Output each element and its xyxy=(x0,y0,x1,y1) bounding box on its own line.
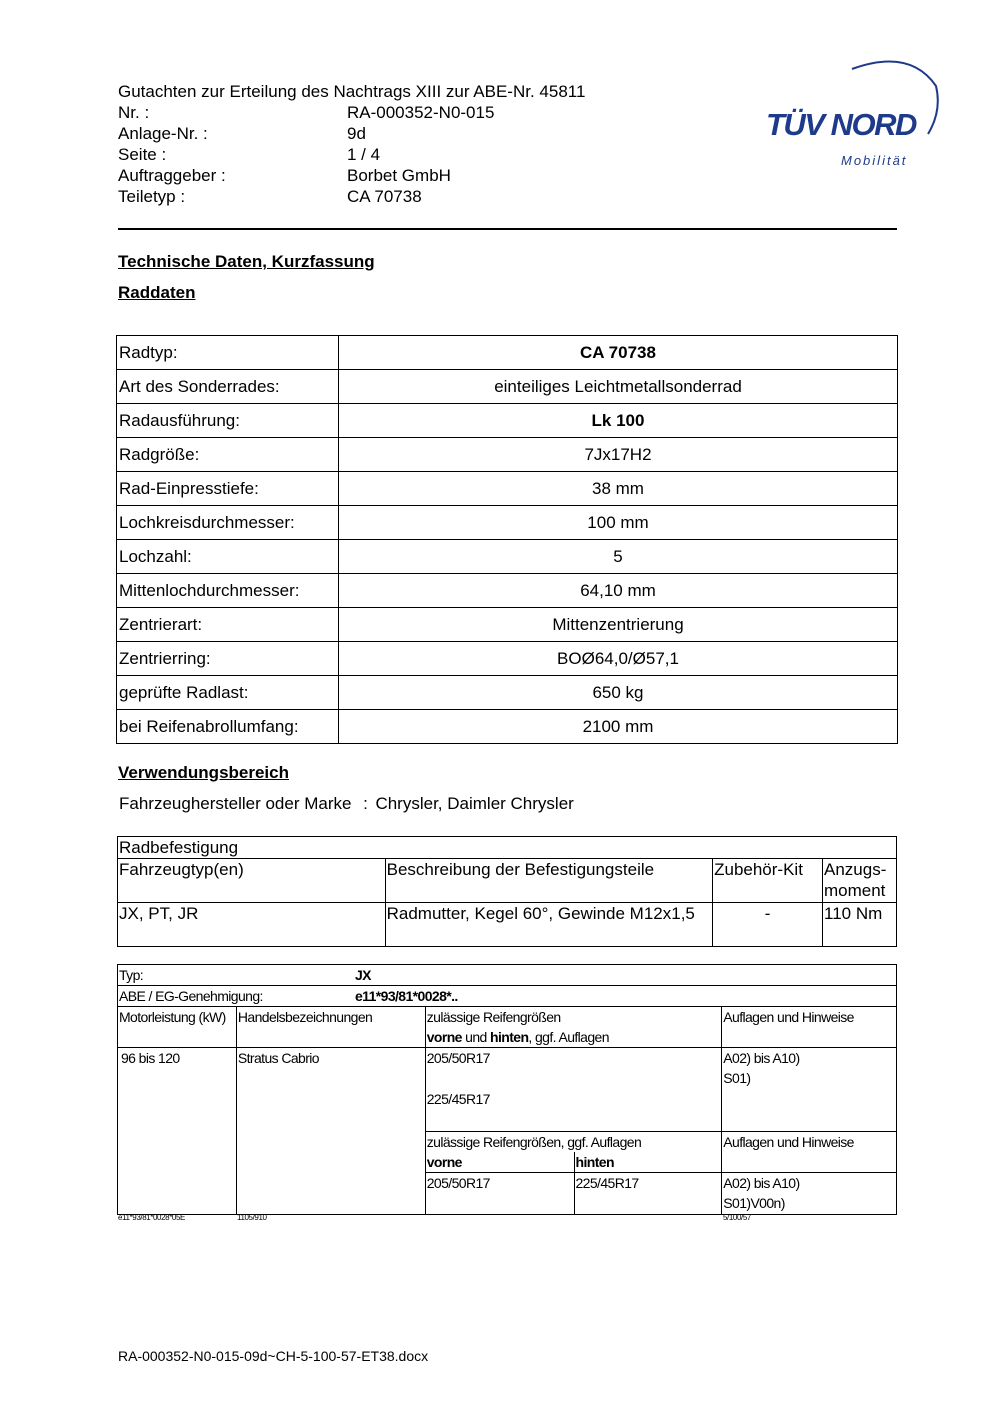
reifen-size-b: 225/45R17 xyxy=(426,1091,490,1107)
header-row-anlage xyxy=(118,123,585,144)
row-label: Radausführung: xyxy=(117,404,339,438)
row-label: Lochkreisdurchmesser: xyxy=(117,506,339,540)
auflagen-line: S01)V00n) xyxy=(723,1195,785,1211)
row-value: Mittenzentrierung xyxy=(339,608,898,642)
row-value: 64,10 mm xyxy=(339,574,898,608)
logo-brand: TÜV NORD xyxy=(766,107,916,142)
hersteller-value: Chrysler, Daimler Chrysler xyxy=(375,794,574,813)
row-value: 650 kg xyxy=(339,676,898,710)
reifen-header-line1: zulässige Reifengrößen xyxy=(426,1009,561,1025)
motor-cell: 96 bis 120 xyxy=(118,1048,237,1215)
hinten-label: hinten xyxy=(575,1154,614,1170)
header-row-nr xyxy=(118,102,585,123)
row-value: 5 xyxy=(339,540,898,574)
table-row xyxy=(117,370,898,404)
handel-cell: Stratus Cabrio xyxy=(236,1048,425,1215)
typ-value: JX xyxy=(355,967,371,983)
row-value: 100 mm xyxy=(339,506,898,540)
footnote-lk: 5/100/57 xyxy=(723,1213,751,1222)
reifen-header-vorne: vorne xyxy=(426,1029,462,1045)
vorne-value: 205/50R17 xyxy=(425,1173,574,1215)
table-row xyxy=(117,608,898,642)
reifen-header-hinten: hinten xyxy=(490,1029,529,1045)
header-title: Gutachten zur Erteilung des Nachtrags XIII zur ABE-Nr. 45811 xyxy=(118,82,586,101)
col-header-motor: Motorleistung (kW) xyxy=(118,1007,237,1048)
hersteller-label: Fahrzeughersteller oder Marke xyxy=(119,794,352,813)
row-label: Art des Sonderrades: xyxy=(117,370,339,404)
befestigung-title: Radbefestigung xyxy=(118,837,897,859)
row-label: Lochzahl: xyxy=(117,540,339,574)
row-label: Zentrierring: xyxy=(117,642,339,676)
hinten-header xyxy=(574,1152,722,1173)
header-label: Seite : xyxy=(118,145,167,164)
table-row xyxy=(117,472,898,506)
row-value: 7Jx17H2 xyxy=(339,438,898,472)
row-value: 2100 mm xyxy=(339,710,898,744)
abe-label: ABE / EG-Genehmigung: xyxy=(119,988,263,1004)
tuev-nord-logo xyxy=(760,56,940,176)
typ-label: Typ: xyxy=(119,967,144,983)
cell: Radmutter, Kegel 60°, Gewinde M12x1,5 xyxy=(385,903,712,947)
auflagen-line: A02) bis A10) xyxy=(723,1050,800,1066)
col-header-auflagen: Auflagen und Hinweise xyxy=(722,1007,897,1048)
section-raddaten: Raddaten xyxy=(118,283,196,302)
header-value: 1 / 4 xyxy=(347,145,381,164)
table-row xyxy=(117,404,898,438)
col-header-reifen xyxy=(425,1007,722,1048)
header-label: Teiletyp : xyxy=(118,187,186,206)
cell: 110 Nm xyxy=(823,903,897,947)
section-technische-daten: Technische Daten, Kurzfassung xyxy=(118,252,375,271)
header-label: Nr. : xyxy=(118,103,150,122)
table-row xyxy=(117,642,898,676)
row-value: 38 mm xyxy=(339,472,898,506)
table-row xyxy=(117,676,898,710)
row-label: Mittenlochdurchmesser: xyxy=(117,574,339,608)
header-label: Auftraggeber : xyxy=(118,166,226,185)
vorne-label: vorne xyxy=(426,1154,462,1170)
auflagen-line: A02) bis A10) xyxy=(723,1175,800,1191)
document-header xyxy=(118,81,585,207)
row-label: geprüfte Radlast: xyxy=(117,676,339,710)
auflagen-cell xyxy=(722,1048,897,1132)
row-label: Rad-Einpresstiefe: xyxy=(117,472,339,506)
col-header: Beschreibung der Befestigungsteile xyxy=(385,859,712,903)
footnote-code: 1105/910 xyxy=(237,1213,267,1222)
footnote-abe: e11*93/81*0028*05E xyxy=(118,1213,185,1222)
header-value: RA-000352-N0-015 xyxy=(347,103,495,122)
header-value: 9d xyxy=(347,124,366,143)
reifen-cell xyxy=(425,1048,722,1132)
raddaten-table xyxy=(116,335,898,744)
header-row-auftraggeber xyxy=(118,165,585,186)
radbefestigung-table xyxy=(117,836,897,947)
auflagen-line: S01) xyxy=(723,1070,751,1086)
col-header-handel: Handelsbezeichnungen xyxy=(236,1007,425,1048)
row-value: einteiliges Leichtmetallsonderrad xyxy=(339,370,898,404)
row-label: Radgröße: xyxy=(117,438,339,472)
row-label: bei Reifenabrollumfang: xyxy=(117,710,339,744)
table-header-row xyxy=(118,859,897,903)
logo-subtitle: Mobilität xyxy=(841,153,908,168)
abe-value: e11*93/81*0028*.. xyxy=(355,988,458,1004)
col-header: Zubehör-Kit xyxy=(713,859,823,903)
reifen-size-a: 205/50R17 xyxy=(426,1050,490,1066)
table-row xyxy=(118,965,897,986)
header-label: Anlage-Nr. : xyxy=(118,124,208,143)
table-header-row xyxy=(118,1007,897,1048)
fahrzeughersteller-line xyxy=(119,794,574,814)
table-row xyxy=(118,903,897,947)
document-filename: RA-000352-N0-015-09d~CH-5-100-57-ET38.docx xyxy=(118,1348,429,1364)
table-row xyxy=(117,438,898,472)
reifen2-header: zulässige Reifengrößen, ggf. Auflagen xyxy=(425,1132,722,1153)
table-row xyxy=(118,986,897,1007)
auflagen2-cell xyxy=(722,1173,897,1215)
header-value: CA 70738 xyxy=(347,187,422,206)
row-value: BOØ64,0/Ø57,1 xyxy=(339,642,898,676)
table-row xyxy=(118,1048,897,1132)
header-value: Borbet GmbH xyxy=(347,166,451,185)
col-header: Anzugs-moment xyxy=(823,859,897,903)
cell: - xyxy=(713,903,823,947)
row-label: Zentrierart: xyxy=(117,608,339,642)
vorne-header xyxy=(425,1152,574,1173)
hersteller-separator: : xyxy=(363,794,368,813)
abe-cell xyxy=(118,986,897,1007)
table-row xyxy=(117,574,898,608)
table-row xyxy=(117,540,898,574)
auflagen2-header: Auflagen und Hinweise xyxy=(722,1132,897,1173)
row-value: CA 70738 xyxy=(339,336,898,370)
reifen-header-rest: , ggf. Auflagen xyxy=(528,1029,609,1045)
hinten-value: 225/45R17 xyxy=(574,1173,722,1215)
jx-vehicle-table xyxy=(117,964,897,1215)
section-verwendungsbereich: Verwendungsbereich xyxy=(118,763,289,782)
table-row xyxy=(117,506,898,540)
table-row xyxy=(118,837,897,859)
reifen-header-und: und xyxy=(461,1029,490,1045)
typ-cell xyxy=(118,965,897,986)
header-row-teiletyp xyxy=(118,186,585,207)
cell: JX, PT, JR xyxy=(118,903,386,947)
header-divider xyxy=(118,228,897,230)
header-row-seite xyxy=(118,144,585,165)
table-row xyxy=(117,710,898,744)
row-label: Radtyp: xyxy=(117,336,339,370)
table-row xyxy=(117,336,898,370)
col-header: Fahrzeugtyp(en) xyxy=(118,859,386,903)
row-value: Lk 100 xyxy=(339,404,898,438)
